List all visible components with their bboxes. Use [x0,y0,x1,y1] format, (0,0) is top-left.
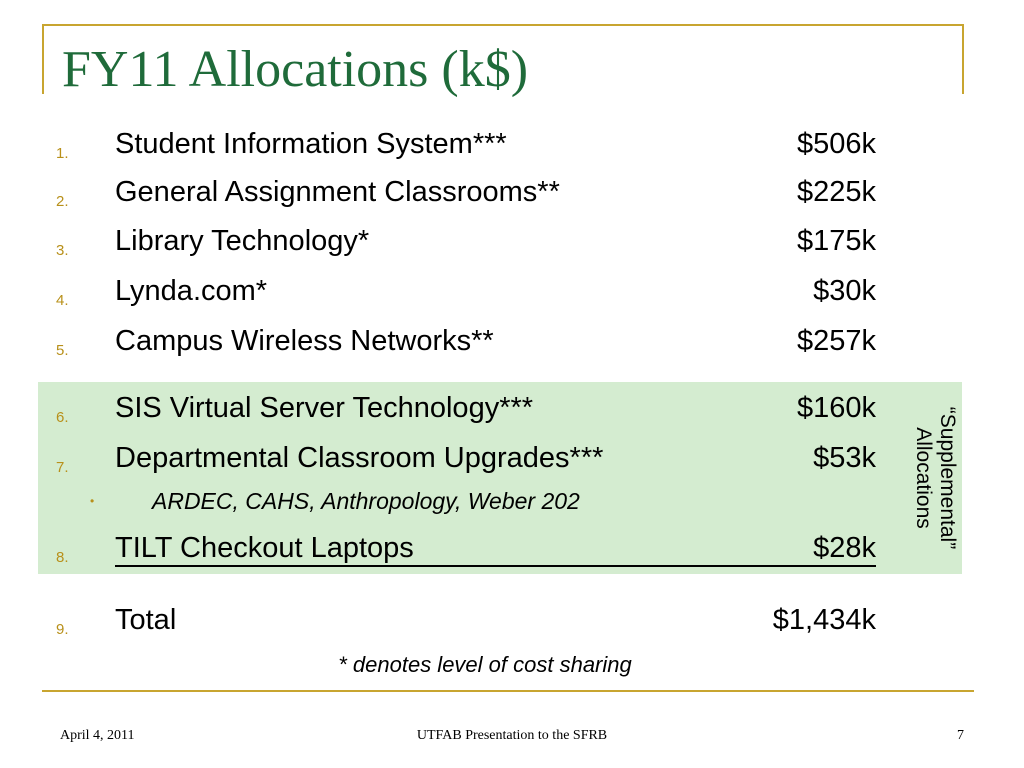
item-number-5: 5. [56,342,69,359]
supplemental-allocations-label [911,407,959,549]
item-label-2: General Assignment Classrooms** [115,176,560,208]
item-amount-2: $225k [796,176,876,208]
frame-left-rule [42,24,44,94]
item-8-underline [115,565,876,567]
item-label-8: TILT Checkout Laptops [115,532,414,564]
item-number-2: 2. [56,193,69,210]
supplemental-label-line1: “Supplemental” [936,406,959,550]
item-label-total: Total [115,604,177,636]
frame-right-rule [962,24,964,94]
sub-bullet-marker: • [90,494,95,508]
item-amount-7: $53k [813,442,876,474]
item-amount-8: $28k [813,532,876,564]
item-amount-1: $506k [796,128,876,160]
cost-sharing-footnote: * denotes level of cost sharing [338,652,632,677]
item-amount-6: $160k [796,392,876,424]
footer-rule [42,690,974,692]
item-label-3: Library Technology* [115,225,370,257]
item-number-8: 8. [56,549,69,566]
frame-top-rule [42,24,964,26]
item-amount-3: $175k [796,225,876,257]
item-label-4: Lynda.com* [115,275,268,307]
item-number-9: 9. [56,621,69,638]
supplemental-label-line2: Allocations [912,427,935,529]
item-amount-4: $30k [813,275,876,307]
item-label-6: SIS Virtual Server Technology*** [115,392,534,424]
item-label-1: Student Information System*** [115,128,507,160]
item-number-1: 1. [56,145,69,162]
item-number-4: 4. [56,292,69,309]
item-label-7: Departmental Classroom Upgrades*** [115,442,604,474]
footer-presentation-title: UTFAB Presentation to the SFRB [416,728,608,743]
item-label-5: Campus Wireless Networks** [115,325,494,357]
sub-bullet-text: ARDEC, CAHS, Anthropology, Weber 202 [152,488,580,514]
item-amount-total: $1,434k [772,604,876,636]
slide-title: FY11 Allocations (k$) [62,41,529,98]
item-number-6: 6. [56,409,69,426]
footer-date: April 4, 2011 [60,728,135,743]
item-amount-5: $257k [796,325,876,357]
footer-page-number: 7 [957,728,964,743]
item-number-7: 7. [56,459,69,476]
item-number-3: 3. [56,242,69,259]
